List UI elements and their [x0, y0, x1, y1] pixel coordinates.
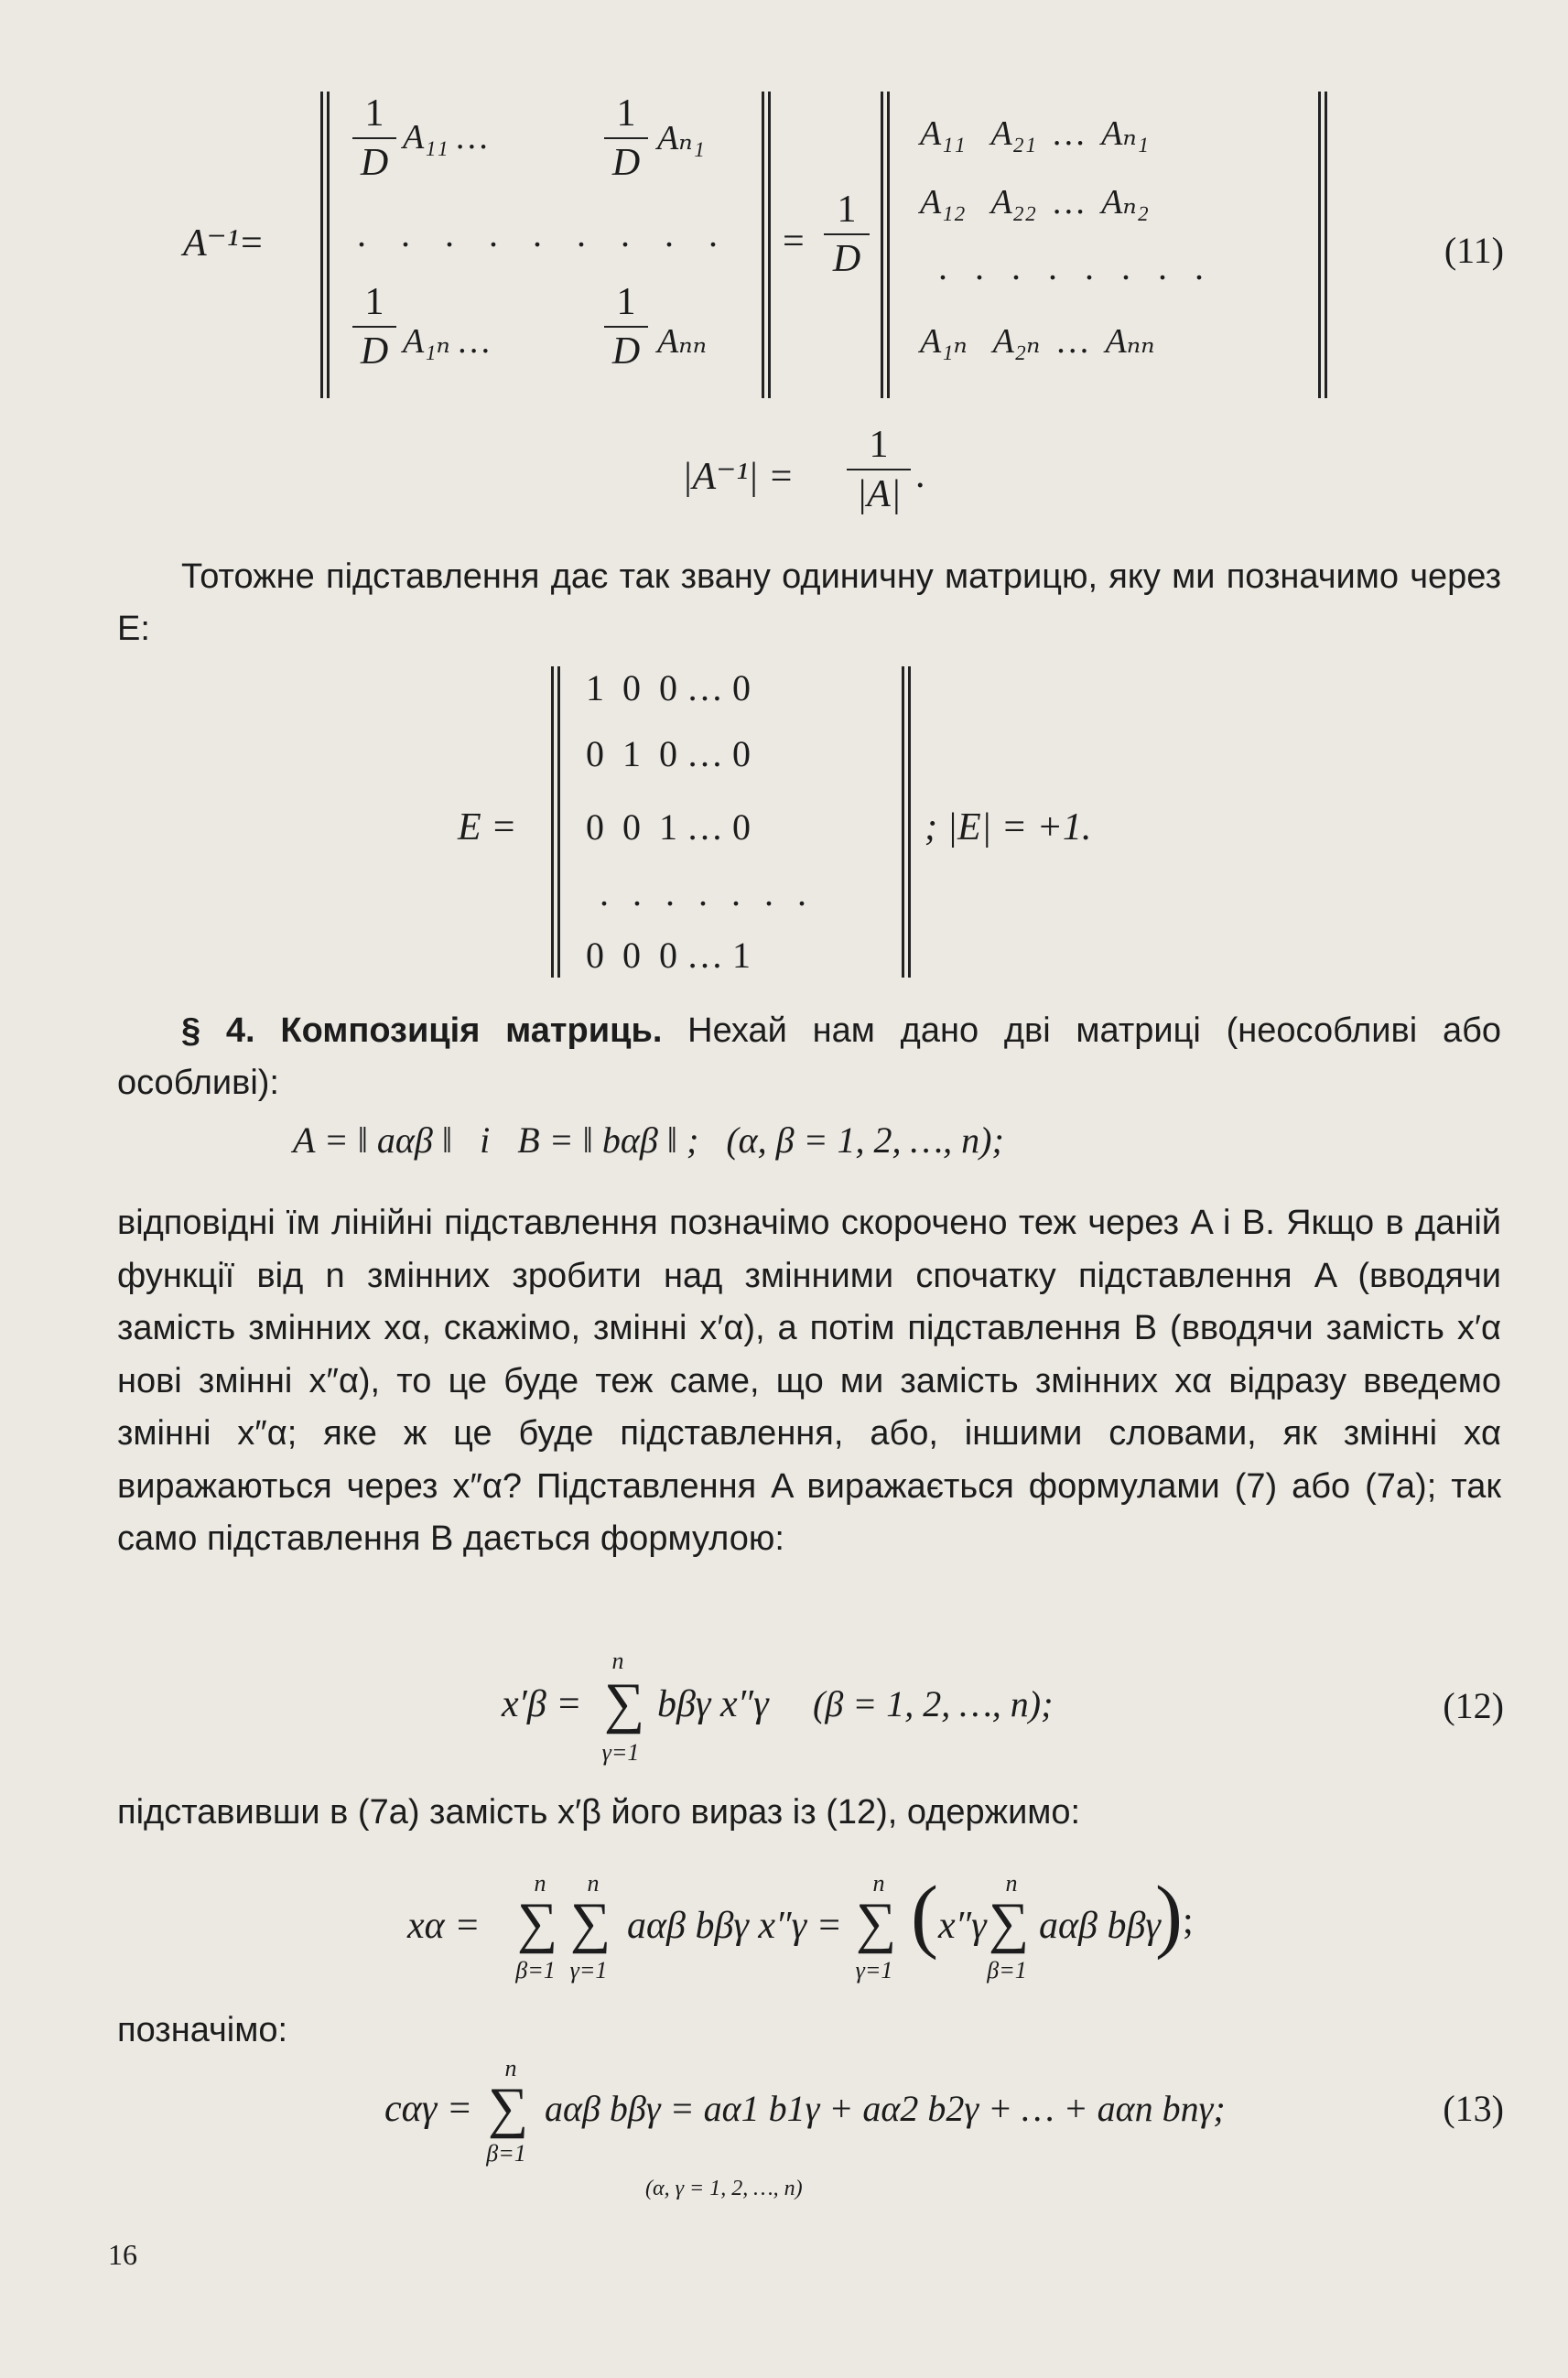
- det-inverse-end: .: [915, 454, 925, 496]
- det-inverse-frac: 1 |A|: [847, 423, 911, 516]
- summation-icon: ∑: [856, 1892, 897, 1954]
- section-intro-text: Нехай нам дано дві матриці (неособливі або особливі):: [117, 1011, 1501, 1102]
- eqsub-sum1-upper: n: [534, 1870, 546, 1897]
- frac-1-over-d: 1 D: [352, 92, 396, 185]
- eq13-lhs: cαγ =: [384, 2088, 473, 2130]
- summation-icon: ∑: [488, 2077, 529, 2139]
- paragraph-identity-intro: Тотожне підставлення дає так звану одиничну матрицю, яку ми позначимо через E:: [117, 557, 1501, 648]
- right-paren-icon: ): [1155, 1870, 1183, 1961]
- equation-a-b: A = ‖ aαβ ‖ і B = ‖ bαβ ‖ ; (α, β = 1, 2, …, n);: [293, 1119, 1004, 1161]
- matrix-right-close-bar: [1318, 92, 1327, 398]
- eq13-sum-lower: β=1: [486, 2140, 526, 2167]
- summation-icon: ∑: [989, 1892, 1030, 1954]
- eqsub-sum4-lower: β=1: [987, 1957, 1027, 1983]
- identity-lhs: E =: [458, 806, 517, 849]
- identity-determinant: ; |E| = +1.: [925, 806, 1092, 849]
- eq11-equals: =: [783, 221, 805, 263]
- paragraph-denote: позначімо:: [117, 2011, 288, 2049]
- eqsub-sum3-lower: γ=1: [855, 1957, 893, 1983]
- frac-1-over-d-outer: 1 D: [824, 188, 870, 281]
- eq12-condition: (β = 1, 2, …, n);: [813, 1683, 1054, 1724]
- det-inverse-lhs: |A⁻¹| =: [682, 456, 795, 498]
- eqsub-sum2-upper: n: [587, 1870, 600, 1897]
- matrix-left-close-bar: [762, 92, 771, 398]
- eqsub-sum1-lower: β=1: [515, 1957, 556, 1983]
- eq13-number: (13): [1443, 2088, 1504, 2129]
- identity-open-bar: [551, 666, 560, 978]
- frac-1-over-d: 1 D: [604, 92, 648, 185]
- right-matrix-dots: . . . . . . . .: [938, 246, 1213, 287]
- left-row1-a: A₁₁ …: [403, 118, 488, 157]
- page-number: 16: [108, 2238, 137, 2271]
- summation-icon: ∑: [517, 1892, 558, 1954]
- identity-row: 0 1 0 … 0: [586, 733, 751, 774]
- matrix-left-open-bar: [320, 92, 330, 398]
- right-row2: A₁₂ A₂₂ … Aₙ₂: [920, 183, 1150, 222]
- eq12-number: (12): [1443, 1685, 1504, 1726]
- matrix-right-open-bar: [881, 92, 890, 398]
- identity-row: 1 0 0 … 0: [586, 667, 751, 708]
- paragraph-substitution: підставивши в (7a) замість x′β його вираз із (12), одержимо:: [117, 1793, 1081, 1832]
- left-matrix-dots: . . . . . . . . .: [357, 213, 730, 254]
- eq13-sum-upper: n: [504, 2055, 517, 2081]
- eq11-lhs: A⁻¹=: [183, 222, 265, 265]
- frac-1-over-d: 1 D: [604, 280, 648, 373]
- eq13-condition: (α, γ = 1, 2, …, n): [645, 2177, 803, 2200]
- eqsub-part2: x″γ: [938, 1905, 987, 1947]
- right-row1: A₁₁ A₂₁ … Aₙ₁: [920, 114, 1150, 153]
- paragraph-composition: відповідні їм лінійні підставлення позначімо скорочено теж через A і B. Якщо в даній функції від n змінних зробити над змінними спочатку підставлення A (вводячи замість змінних xα, скажімо, змінні x′α), а потім підставлення B (вводячи замість x′α нові змінні x″α), то це буде теж саме, що ми замість змінних xα відразу введемо змінні x″α; яке ж це буде підставлення, або, іншими словами, як змінні xα виражаються через x″α? Підставлення A виражається формулами (7) або (7a); так само підставлення B дається формулою:: [117, 1204, 1501, 1558]
- eq12-sum-upper: n: [611, 1648, 624, 1674]
- identity-row: . . . . . . .: [600, 872, 814, 913]
- eqsub-sum3-upper: n: [872, 1870, 885, 1897]
- left-row3-a: A₁ₙ …: [403, 322, 491, 361]
- frac-1-over-d: 1 D: [352, 280, 396, 373]
- eqsub-sum2-lower: γ=1: [569, 1957, 608, 1983]
- left-row3-b: Aₙₙ: [657, 322, 708, 361]
- eq12-term: bβγ x″γ: [657, 1683, 769, 1725]
- eq13-rhs: aαβ bβγ = aα1 b1γ + aα2 b2γ + … + aαn bnγ;: [545, 2088, 1226, 2129]
- identity-row: 0 0 1 … 0: [586, 806, 751, 848]
- summation-icon: ∑: [604, 1672, 645, 1735]
- eqsub-part1: aαβ bβγ x″γ =: [627, 1905, 842, 1947]
- section-heading-paragraph: [117, 1005, 1501, 1109]
- identity-row: 0 0 0 … 1: [586, 935, 751, 976]
- left-row1-b: Aₙ₁: [657, 119, 705, 157]
- summation-icon: ∑: [570, 1892, 611, 1954]
- right-row4: A₁ₙ A₂ₙ … Aₙₙ: [920, 322, 1155, 361]
- identity-close-bar: [902, 666, 911, 978]
- eq12-sum-lower: γ=1: [601, 1739, 640, 1766]
- eqsub-end: ;: [1183, 1900, 1194, 1942]
- left-paren-icon: (: [911, 1870, 938, 1961]
- eqsub-part3: aαβ bβγ: [1039, 1905, 1161, 1947]
- section-title: § 4. Композиція матриць.: [181, 1011, 663, 1050]
- eq12-lhs: x′β =: [502, 1683, 582, 1725]
- eq11-number: (11): [1444, 230, 1504, 271]
- eqsub-lhs: xα =: [407, 1905, 481, 1947]
- eqsub-sum4-upper: n: [1005, 1870, 1018, 1897]
